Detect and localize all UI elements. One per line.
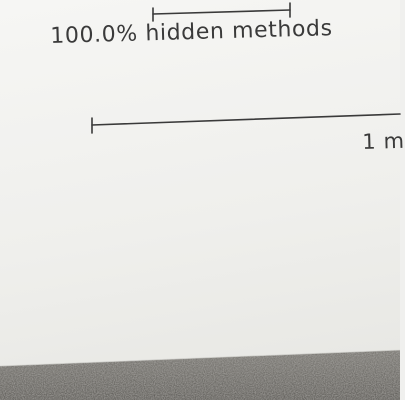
- bottom-scale-caption: 1 m: [362, 128, 405, 154]
- top-scale-caption: 100.0% hidden methods: [50, 16, 333, 49]
